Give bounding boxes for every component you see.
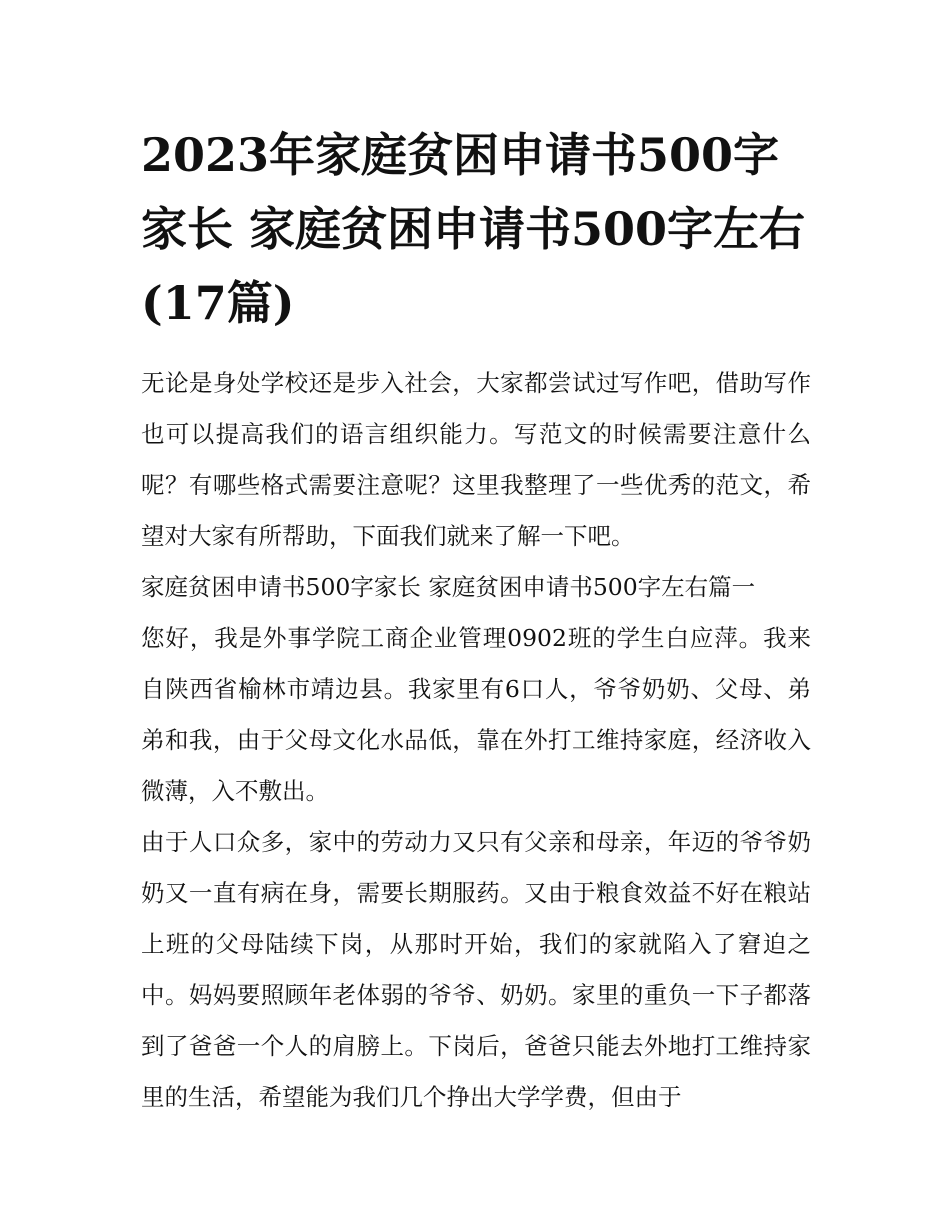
section-heading: 家庭贫困申请书500字家长 家庭贫困申请书500字左右篇一 — [141, 573, 756, 601]
document-body — [141, 118, 811, 1123]
body-paragraph-1: 您好，我是外事学院工商企业管理0902班的学生白应萍。我来自陕西省榆林市靖边县。我家里有6口人，爷爷奶奶、父母、弟弟和我，由于父母文化水品低，靠在外打工维持家庭，经济收入微薄，入不敷出。 — [141, 624, 811, 805]
intro-paragraph: 无论是身处学校还是步入社会，大家都尝试过写作吧，借助写作也可以提高我们的语言组织能力。写范文的时候需要注意什么呢？有哪些格式需要注意呢？这里我整理了一些优秀的范文，希望对大家有所帮助，下面我们就来了解一下吧。 — [141, 369, 811, 550]
body-paragraph-2: 由于人口众多，家中的劳动力又只有父亲和母亲，年迈的爷爷奶奶又一直有病在身，需要长期服药。又由于粮食效益不好在粮站上班的父母陆续下岗，从那时开始，我们的家就陷入了窘迫之中。妈妈要照顾年老体弱的爷爷、奶奶。家里的重负一下子都落到了爸爸一个人的肩膀上。下岗后，爸爸只能去外地打工维持家里的生活，希望能为我们几个挣出大学学费，但由于 — [141, 828, 811, 1111]
document-title: 2023年家庭贫困申请书500字家长 家庭贫困申请书500字左右(17篇) — [141, 128, 806, 330]
